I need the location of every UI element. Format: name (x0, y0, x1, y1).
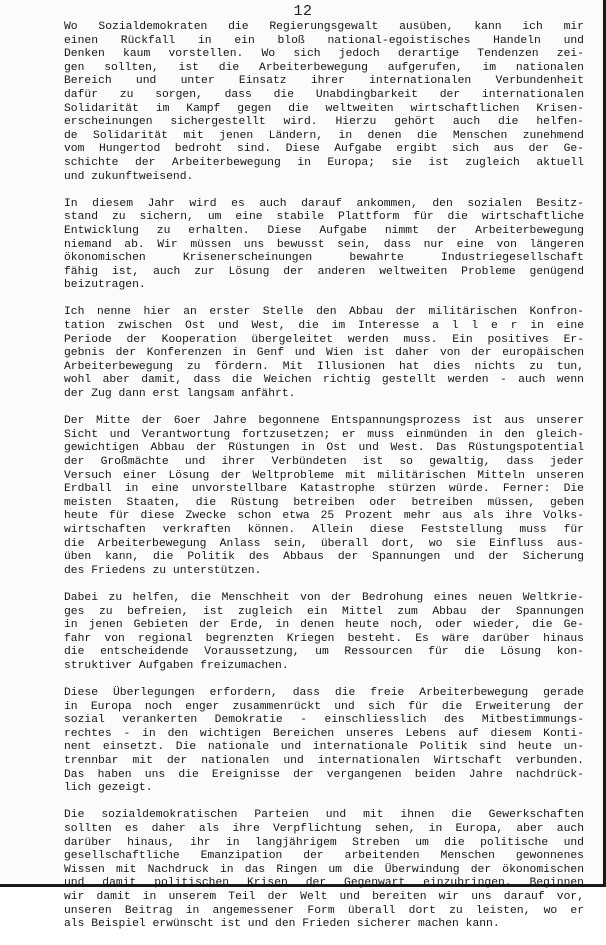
text-line: Wissen mit Nachdruck in das Ringen um die Überwindung der ökonomischen (64, 863, 584, 876)
text-line: Der Mitte der 6oer Jahre begonnene Entspannungsprozess ist aus unserer (64, 415, 584, 428)
text-line: fähig ist, auch zur Lösung der anderen weltweiten Probleme genügend (64, 265, 584, 278)
text-line: wir damit in unserem Teil der Welt und bereiten wir uns darauf vor, (64, 891, 584, 903)
text-line: In diesem Jahr wird es auch darauf ankommen, den sozialen Besitz- (64, 197, 584, 210)
text-line: und damit politischen Krisen der Gegenwart einzubringen. Beginnen (64, 877, 584, 890)
text-line: wirtschaften verkraften können. Allein diese Feststellung muss für (64, 523, 584, 536)
text-line: lich gezeigt. (64, 782, 153, 795)
text-line: dafür zu sorgen, dass die Unabdingbarkeit der internationalen (64, 88, 584, 101)
text-line: und zukunftweisend. (64, 170, 194, 183)
text-line: sozial verankerten Demokratie - einschliesslich des Mitbestimmungs- (64, 714, 584, 727)
text-line: gen sollten, ist die Arbeiterbewegung aufgerufen, im nationalen (64, 61, 584, 74)
text-line: de Solidarität mit jenen Ländern, in denen die Menschen zunehmend (64, 129, 584, 142)
text-line: in Europa noch enger zusammenrückt und sich für die Erweiterung der (64, 700, 584, 713)
text-line: Die sozialdemokratischen Parteien und mit ihnen die Gewerkschaften (64, 809, 584, 822)
text-line: Bereich und unter Einsatz ihrer internationalen Verbundenheit (64, 75, 584, 88)
text-line: gebnis der Konferenzen in Genf und Wien ist daher von der europäischen (64, 347, 584, 360)
text-line: Diese Überlegungen erfordern, dass die freie Arbeiterbewegung gerade (64, 687, 584, 700)
text-line: die entscheidende Voraussetzung, um Ressourcen für die Lösung kon- (64, 646, 584, 659)
text-line: Erdball in eine unvorstellbare Katastrophe stürzen würde. Ferner: Die (64, 483, 584, 496)
text-line: gewichtigen Abbau der Rüstungen in Ost und West. Das Rüstungspotential (64, 442, 584, 455)
text-line: des Friedens zu unterstützen. (64, 564, 262, 577)
text-line: Ich nenne hier an erster Stelle den Abbau der militärischen Konfron- (64, 306, 584, 319)
text-line: Entwicklung zu erhalten. Diese Aufgabe nimmt der Arbeiterbewegung (64, 224, 584, 237)
text-line: trennbar mit der nationalen und internationalen Wirtschaft verbunden. (64, 755, 584, 768)
text-line: schichte der Arbeiterbewegung in Europa; sie ist zugleich aktuell (64, 156, 584, 169)
text-line: vom Hungertod bedroht sind. Diese Aufgabe ergibt sich aus der Ge- (64, 143, 584, 156)
text-line: üben kann, die Politik des Abbaus der Spannungen und der Sicherung (64, 551, 584, 564)
text-line: niemand ab. Wir müssen uns bewusst sein, dass nur eine von längeren (64, 238, 584, 251)
text-line: sollten es daher als ihre Verpflichtung sehen, in Europa, aber auch (64, 823, 584, 836)
text-line: tation zwischen Ost und West, die im Interesse a l l e r in eine (64, 320, 584, 333)
text-line: Periode der Kooperation übergeleitet werden muss. Ein positives Er- (64, 333, 584, 346)
text-line: die Arbeiterbewegung Anlass sein, überall dort, wo sie Einfluss aus- (64, 537, 584, 550)
text-line: gesellschaftliche Emanzipation der arbeitenden Menschen gewonnenes (64, 850, 584, 863)
text-line: fahr von regional begrenzten Kriegen besteht. Es wäre darüber hinaus (64, 632, 584, 645)
text-line: in jenen Gebieten der Erde, in denen heute noch, oder wieder, die Ge- (64, 619, 584, 632)
text-line: Arbeiterbewegung zu fördern. Mit Illusionen hat dies nichts zu tun, (64, 360, 584, 373)
text-line: Sicht und Verantwortung fortzusetzen; er muss einmünden in den gleich- (64, 428, 584, 441)
paragraph (64, 415, 584, 578)
text-line: als Beispiel erwünscht ist und den Frieden sicherer machen kann. (64, 918, 500, 931)
text-line: erscheinungen sichergestellt wird. Hierzu gehört auch die helfen- (64, 116, 584, 129)
document-body (64, 21, 584, 945)
paragraph (64, 809, 584, 931)
text-line: Versuch einer Lösung der Weltprobleme mit militärischen Mitteln unseren (64, 469, 584, 482)
text-line: beizutragen. (64, 279, 146, 292)
text-line: der Großmächte und ihrer Verbündeten ist so gewaltig, dass jeder (64, 456, 584, 468)
text-line: Dabei zu helfen, die Menschheit von der Bedrohung eines neuen Weltkrie- (64, 591, 584, 604)
text-line: Denken kaum vorstellen. Wo sich jedoch derartige Tendenzen zei- (64, 48, 584, 61)
text-line: unseren Beitrag in angemessener Form überall dort zu leisten, wo er (64, 904, 584, 917)
text-line: Solidarität im Kampf gegen die weltweiten wirtschaftlichen Krisen- (64, 102, 584, 115)
paragraph (64, 306, 584, 401)
text-line: nent einsetzt. Die nationale und internationale Politik sind heute un- (64, 741, 584, 754)
text-line: einen Rückfall in ein bloß national-egoistisches Handeln und (64, 34, 584, 47)
text-line: ges zu befreien, ist zugleich ein Mittel zum Abbau der Spannungen (64, 605, 584, 618)
paragraph (64, 592, 584, 674)
text-line: darüber hinaus, ihr in langjährigem Streben um die politische und (64, 836, 584, 849)
text-line: stand zu sichern, um eine stabile Plattform für die wirtschaftliche (64, 211, 584, 224)
paragraph (64, 21, 584, 184)
text-line: Wo Sozialdemokraten die Regierungsgewalt ausüben, kann ich mir (64, 21, 584, 33)
text-line: meisten Staaten, die Rüstung betreiben oder betreiben müssen, geben (64, 496, 584, 509)
text-line: heute für diese Zwecke schon etwa 25 Prozent mehr aus als ihre Volks- (64, 510, 584, 523)
text-line: der Zug dann erst langsam anfährt. (64, 388, 296, 401)
text-line: wohl aber damit, dass die Weichen richtig gestellt werden - auch wenn (64, 374, 584, 387)
paragraph (64, 198, 584, 293)
paragraph (64, 687, 584, 796)
text-line: rechtes - in den wichtigen Bereichen unseres Lebens auf diesem Konti- (64, 727, 584, 740)
text-line: Das haben uns die Ereignisse der vergangenen beiden Jahre nachdrück- (64, 768, 584, 781)
text-line: struktiver Aufgaben freizumachen. (64, 659, 289, 672)
text-line: ökonomischen Krisenerscheinungen bewahrte Industriegesellschaft (64, 252, 584, 265)
page-number: 12 (293, 3, 313, 20)
